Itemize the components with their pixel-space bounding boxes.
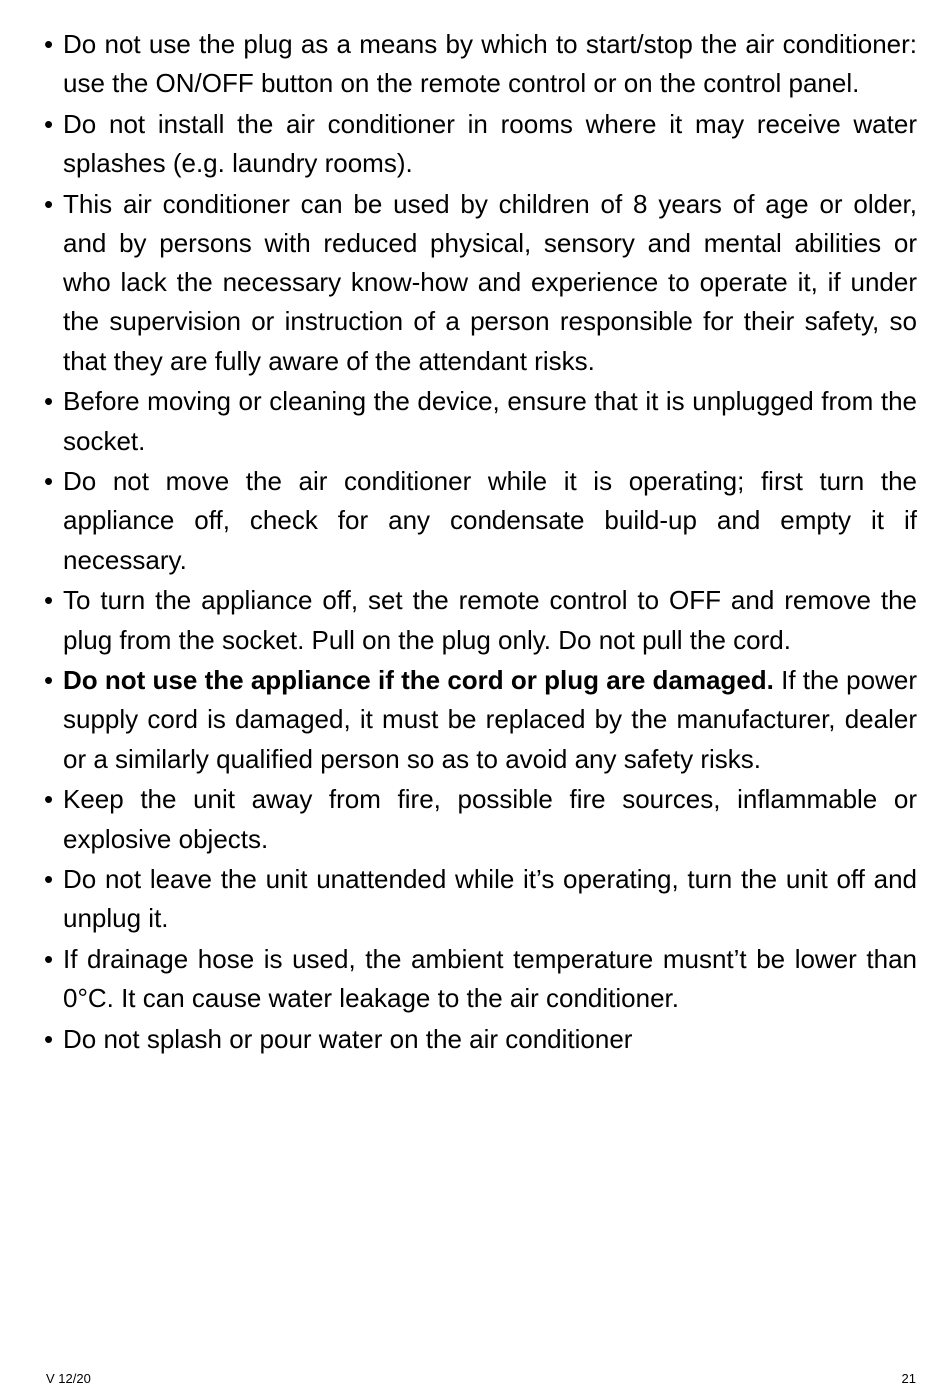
list-item [44, 25, 917, 103]
bullet-icon: • [44, 784, 54, 815]
item-text: Do not move the air conditioner while it is operating; first turn the appliance off, check for any condensate build-up and empty it if necessary. [63, 466, 917, 575]
item-text: Keep the unit away from fire, possible fire sources, inflammable or explosive objects. [63, 784, 917, 854]
list-item [44, 581, 917, 659]
item-text: To turn the appliance off, set the remote control to OFF and remove the plug from the socket. Pull on the plug only. Do not pull the cord. [63, 585, 917, 655]
item-text: If the power supply cord is damaged, it must be replaced by the manufacturer, dealer or a similarly qualified person so as to avoid any safety risks. [63, 665, 917, 774]
bullet-icon: • [44, 665, 54, 696]
list-item [44, 780, 917, 858]
item-text: Before moving or cleaning the device, ensure that it is unplugged from the socket. [63, 386, 917, 456]
bullet-icon: • [44, 188, 54, 219]
bullet-icon: • [44, 944, 54, 975]
bullet-icon: • [44, 108, 54, 139]
list-item [44, 860, 917, 938]
page-number: 21 [901, 1371, 916, 1386]
list-item [44, 185, 917, 381]
safety-instructions-list [44, 25, 917, 1061]
item-text: Do not splash or pour water on the air conditioner [63, 1024, 633, 1055]
version-label: V 12/20 [46, 1371, 91, 1386]
list-item [44, 105, 917, 183]
bullet-icon: • [44, 386, 54, 417]
list-item [44, 940, 917, 1018]
bullet-icon: • [44, 864, 54, 895]
bullet-icon: • [44, 466, 54, 497]
list-item [44, 462, 917, 580]
item-text: Do not use the plug as a means by which to start/stop the air conditioner: use the ON/OFF button on the remote control or on the control panel. [63, 29, 917, 99]
list-item [44, 661, 917, 779]
list-item [44, 1020, 917, 1059]
item-text: This air conditioner can be used by children of 8 years of age or older, and by persons with reduced physical, sensory and mental abilities or who lack the necessary know-how and experience to operate it, if under the supervision or instruction of a person responsible for their safety, so that they are fully aware of the attendant risks. [63, 188, 917, 376]
item-text: Do not install the air conditioner in rooms where it may receive water splashes (e.g. laundry rooms). [63, 108, 917, 179]
item-text: If drainage hose is used, the ambient temperature musnt’t be lower than 0°C. It can cause water leakage to the air conditioner. [63, 944, 917, 1014]
list-item [44, 382, 917, 460]
bullet-icon: • [44, 585, 54, 616]
bullet-icon: • [44, 1024, 54, 1055]
item-bold-lead: Do not use the appliance if the cord or plug are damaged. [63, 665, 774, 696]
bullet-icon: • [44, 29, 54, 59]
item-text: Do not leave the unit unattended while it’s operating, turn the unit off and unplug it. [63, 864, 917, 934]
